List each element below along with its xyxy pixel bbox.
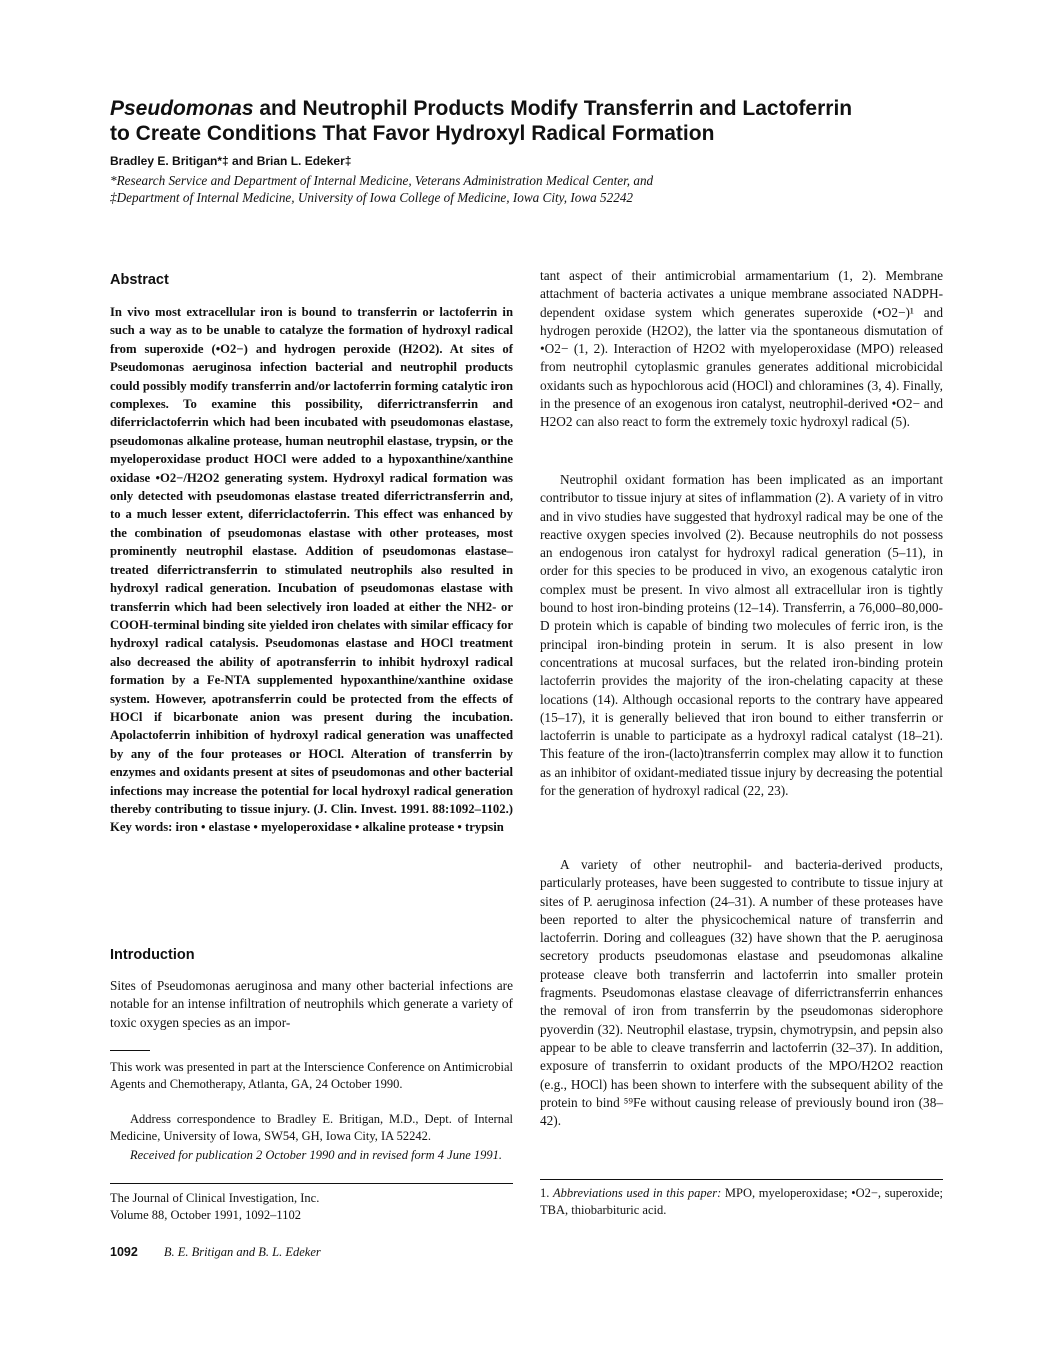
footnote-conference: This work was presented in part at the Interscience Conference on Antimicrobial Agents and Chemotherapy, Atlanta, GA, 24 October 1990. — [110, 1060, 513, 1091]
intro-paragraph-3: A variety of other neutrophil- and bacteria-derived products, particularly proteases, have been suggested to contribute to tissue injury at sites of P. aeruginosa infection (24–31). A number of these proteases have been reported to alter the physicochemical nature of transferrin and lactoferrin. Doring and colleagues (32) have shown that the P. aeruginosa secretory products pseudomonas elastase and pseudomonas alkaline protease cleave both transferrin and lactoferrin into smaller protein fragments. Pseudomonas elastase cleavage of diferrictransferrin enhances the removal of iron from transferrin by the pseudomonas siderophore pyoverdin (32). Neutrophil elastase, trypsin, chymotrypsin, and pepsin also appear to be able to cleave transferrin and lactoferrin (32–37). In addition, exposure of transferrin to oxidant products of the MPO/H2O2 reaction (e.g., HOCl) has been shown to interfere with the subsequent ability of the protein to bind ⁵⁹Fe without causing release of previously bound iron (38–42). — [540, 857, 943, 1129]
introduction-text: Sites of Pseudomonas aeruginosa and many other bacterial infections are notable for an intense infiltration of neutrophils which generate a variety of toxic oxygen species as an impor- — [110, 978, 513, 1030]
journal-divider — [110, 1183, 513, 1184]
running-authors: B. E. Britigan and B. L. Edeker — [163, 1245, 321, 1259]
abstract-heading: Abstract — [110, 272, 169, 288]
affiliation-1: *Research Service and Department of Internal Medicine, Veterans Administration Medical Center, and — [110, 173, 654, 188]
footnote-label: Abbreviations used in this paper: — [553, 1186, 722, 1200]
author-list: Bradley E. Britigan*‡ and Brian L. Edeker‡ — [110, 154, 352, 168]
journal-volume: Volume 88, October 1991, 1092–1102 — [110, 1208, 301, 1222]
page-number: 1092 — [110, 1245, 138, 1259]
abstract-text: In vivo most extracellular iron is bound to transferrin or lactoferrin in such a way as to be unable to catalyze the formation of hydroxyl radical from superoxide (•O2−) and hydrogen peroxide (H2O2). At sites of Pseudomonas aeruginosa infection bacterial and neutrophil products could possibly modify transferrin and/or lactoferrin forming catalytic iron complexes. To examine this possibility, diferrictransferrin and diferriclactoferrin which had been incubated with pseudomonas elastase, pseudomonas alkaline protease, human neutrophil elastase, trypsin, or the myeloperoxidase product HOCl were added to a hypoxanthine/xanthine oxidase •O2−/H2O2 generating system. Hydroxyl radical formation was only detected with pseudomonas elastase treated diferrictransferrin and, to a much lesser extent, diferriclactoferrin. This effect was enhanced by the combination of pseudomonas elastase with other proteases, most prominently neutrophil elastase. Addition of pseudomonas elastase–treated diferrictransferrin to stimulated neutrophils also resulted in hydroxyl radical generation. Incubation of pseudomonas elastase with transferrin which had been selectively iron loaded at either the NH2- or COOH-terminal binding site yielded iron chelates with similar efficacy for hydroxyl radical catalysis. Pseudomonas elastase and HOCl treatment also decreased the ability of apotransferrin to inhibit hydroxyl radical formation by a Fe-NTA supplemented hypoxanthine/xanthine oxidase system. However, apotransferrin could be protected from the effects of HOCl if bicarbonate anion was present during the incubation. Apolactoferrin inhibition of hydroxyl radical generation was unaffected by any of the four proteases or HOCl. Alteration of transferrin by enzymes and oxidants present at sites of pseudomonas and other bacterial infections may increase the potential for local hydroxyl radical generation thereby contributing to tissue injury. (J. Clin. Invest. 1991. 88:1092–1102.) Key words: iron • elastase • myeloperoxidase • alkaline protease • trypsin — [110, 305, 513, 835]
journal-info — [110, 1190, 319, 1224]
affiliation-2: ‡Department of Internal Medicine, University of Iowa College of Medicine, Iowa City, Iowa 52242 — [110, 190, 634, 205]
introduction-heading: Introduction — [110, 947, 195, 963]
intro-paragraph-2: Neutrophil oxidant formation has been implicated as an important contributor to tissue injury at sites of inflammation (2). A variety of in vitro and in vivo studies have suggested that hydroxyl radical may be one of the reactive oxygen species involved (2). Because neutrophils do not possess an endogenous iron catalyst for hydroxyl radical generation (5–11), in order for this species to be produced in vivo, an exogenous catalytic iron complex must be present. In vivo almost all extracellular iron is tightly bound to host iron-binding proteins (12–14). Transferrin, a 76,000–80,000-D protein which is capable of binding two molecules of ferric iron, is the principal iron-binding protein in serum. It is also present in low concentrations at mucosal surfaces, but the related iron-binding protein lactoferrin provides the majority of the iron-chelating capacity at these locations (14). Although occasional reports to the contrary have appeared (15–17), it is generally believed that iron bound to either transferrin or lactoferrin is unable to participate as a hydroxyl radical catalyst (18–21). This feature of the iron-(lacto)transferrin complex may allow it to function as an inhibitor of oxidant-mediated tissue injury by decreasing the potential for the generation of hydroxyl radical (22, 23). — [540, 472, 943, 799]
page-footer — [110, 1245, 321, 1260]
footnote-abbreviations — [540, 1185, 943, 1219]
title-line1-rest: and Neutrophil Products Modify Transferrin and Lactoferrin — [253, 97, 853, 120]
footnote-abbrev-text: MPO, myeloperoxidase; •O2−, superoxide; TBA, thiobarbituric acid. — [540, 1186, 944, 1217]
right-footnote-divider — [540, 1179, 943, 1180]
affiliations — [110, 172, 970, 206]
footnote-divider — [110, 1050, 150, 1051]
intro-paragraph-1-continued: tant aspect of their antimicrobial armamentarium (1, 2). Membrane attachment of bacteria activates a unique membrane associated NADPH-dependent oxidase system which generates superoxide (•O2−)¹ and hydrogen peroxide (H2O2), the latter via the spontaneous dismutation of •O2− (1, 2). Interaction of H2O2 with myeloperoxidase (MPO) released from neutrophil cytoplasmic granules generates additional microbicidal oxidants such as hypochlorous acid (HOCl) and chloramines (3, 4). Finally, in the presence of an exogenous iron catalyst, neutrophil-derived •O2− and H2O2 can also react to form the extremely toxic hydroxyl radical (5). — [540, 268, 943, 430]
footnote-received: Received for publication 2 October 1990 and in revised form 4 June 1991. — [130, 1148, 503, 1162]
title-italic-organism: Pseudomonas — [110, 97, 254, 120]
footnote-correspondence: Address correspondence to Bradley E. Britigan, M.D., Dept. of Internal Medicine, University of Iowa, SW54, GH, Iowa City, IA 52242. — [110, 1112, 513, 1143]
article-title — [110, 96, 940, 146]
title-line2: to Create Conditions That Favor Hydroxyl Radical Formation — [110, 122, 715, 145]
journal-name: The Journal of Clinical Investigation, Inc. — [110, 1191, 320, 1205]
footnote-number: 1. — [540, 1186, 550, 1200]
